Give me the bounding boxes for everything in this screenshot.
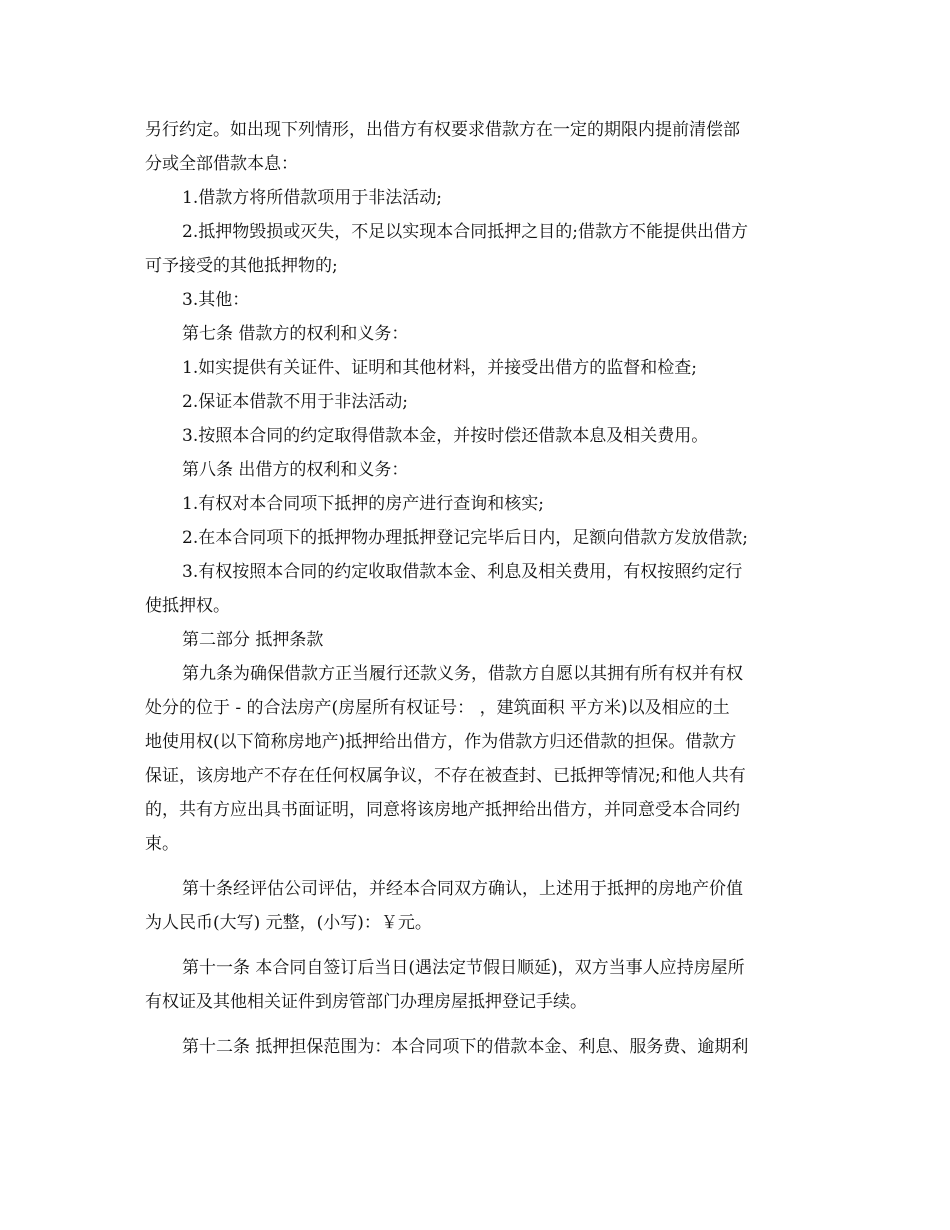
article-paragraph: 第十条经评估公司评估，并经本合同双方确认，上述用于抵押的房地产价值 (182, 879, 743, 899)
article-heading: 第七条 借款方的权利和义务： (182, 324, 409, 344)
document-body (145, 113, 810, 1064)
text-line: 保证，该房地产不存在任何权属争议，不存在被查封、已抵押等情况;和他人共有 (145, 766, 746, 786)
list-item: 2.抵押物毁损或灭失，不足以实现本合同抵押之目的;借款方不能提供出借方 (182, 222, 748, 242)
text-line: 的，共有方应出具书面证明，同意将该房地产抵押给出借方，并同意受本合同约 (145, 800, 740, 820)
text-line: 处分的位于 - 的合法房产(房屋所有权证号： ，建筑面积 平方米)以及相应的土 (145, 698, 730, 718)
list-item: 3.按照本合同的约定取得借款本金，并按时偿还借款本息及相关费用。 (182, 426, 709, 446)
text-line: 分或全部借款本息： (145, 154, 298, 174)
list-item: 2.保证本借款不用于非法活动; (182, 392, 408, 412)
text-line: 可予接受的其他抵押物的; (145, 256, 338, 276)
text-line: 使抵押权。 (145, 596, 230, 616)
list-item: 2.在本合同项下的抵押物办理抵押登记完毕后日内，足额向借款方发放借款; (182, 528, 748, 548)
list-item: 1.借款方将所借款项用于非法活动; (182, 188, 442, 208)
list-item: 1.有权对本合同项下抵押的房产进行查询和核实; (182, 494, 544, 514)
article-heading: 第八条 出借方的权利和义务： (182, 460, 409, 480)
list-item: 3.有权按照本合同的约定收取借款本金、利息及相关费用，有权按照约定行 (182, 562, 743, 582)
list-item: 1.如实提供有关证件、证明和其他材料，并接受出借方的监督和检查; (182, 358, 697, 378)
text-line: 地使用权(以下简称房地产)抵押给出借方，作为借款方归还借款的担保。借款方 (145, 732, 737, 752)
text-line: 束。 (145, 834, 179, 854)
list-item: 3.其他： (182, 290, 250, 310)
article-paragraph: 第十一条 本合同自签订后当日(遇法定节假日顺延)，双方当事人应持房屋所 (182, 958, 745, 978)
section-heading: 第二部分 抵押条款 (182, 630, 324, 650)
text-line: 另行约定。如出现下列情形，出借方有权要求借款方在一定的期限内提前清偿部 (145, 120, 740, 140)
text-line: 为人民币(大写) 元整，(小写)：￥元。 (145, 913, 432, 933)
article-paragraph: 第十二条 抵押担保范围为：本合同项下的借款本金、利息、服务费、逾期利 (182, 1037, 749, 1057)
article-paragraph: 第九条为确保借款方正当履行还款义务，借款方自愿以其拥有所有权并有权 (182, 664, 743, 684)
text-line: 有权证及其他相关证件到房管部门办理房屋抵押登记手续。 (145, 992, 587, 1012)
